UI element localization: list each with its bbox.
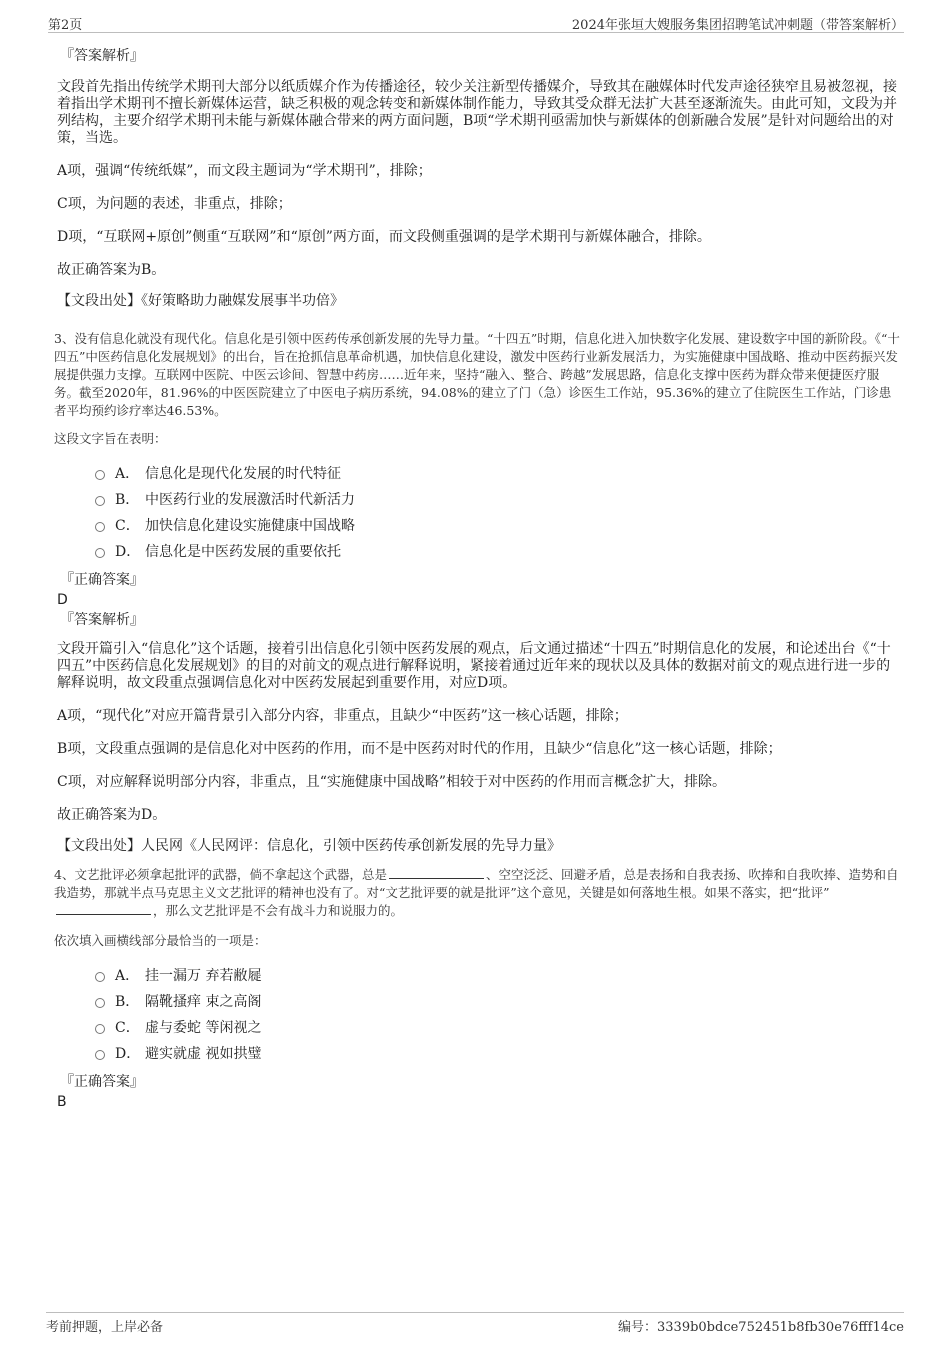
radio-icon[interactable] bbox=[95, 548, 105, 558]
document-title: 2024年张垣大嫂服务集团招聘笔试冲刺题（带答案解析） bbox=[571, 18, 904, 33]
page-content bbox=[54, 46, 900, 1112]
conclusion: 故正确答案为B。 bbox=[57, 262, 166, 278]
option-a-note: A项，“现代化”对应开篇背景引入部分内容，非重点，且缺少“中医药”这一核心话题，排除； bbox=[57, 708, 628, 724]
page-header bbox=[48, 12, 904, 33]
answer-analysis-heading: 『答案解析』 bbox=[60, 612, 144, 628]
conclusion: 故正确答案为D。 bbox=[57, 807, 167, 823]
option-d[interactable]: D． 信息化是中医药发展的重要依托 bbox=[95, 538, 900, 564]
page-number: 第2页 bbox=[48, 18, 83, 33]
option-b[interactable]: B． 隔靴搔痒 束之高阁 bbox=[95, 988, 900, 1014]
option-c-note: C项，为问题的表述，非重点，排除； bbox=[57, 196, 292, 212]
radio-icon[interactable] bbox=[95, 470, 105, 480]
radio-icon[interactable] bbox=[95, 998, 105, 1008]
option-a[interactable]: A． 挂一漏万 弃若敝屣 bbox=[95, 962, 900, 988]
document-id: 编号：3339b0bdce752451b8fb30e76fff14ce bbox=[618, 1320, 904, 1335]
option-a[interactable]: A． 信息化是现代化发展的时代特征 bbox=[95, 460, 900, 486]
question-3-options bbox=[95, 460, 900, 564]
source-citation: 【文段出处】人民网《人民网评：信息化，引领中医药传承创新发展的先导力量》 bbox=[57, 838, 561, 854]
option-b-note: B项，文段重点强调的是信息化对中医药的作用，而不是中医药对时代的作用，且缺少“信息化”这一核心话题，排除； bbox=[57, 741, 782, 757]
option-c[interactable]: C． 加快信息化建设实施健康中国战略 bbox=[95, 512, 900, 538]
correct-answer: D bbox=[57, 592, 68, 608]
radio-icon[interactable] bbox=[95, 496, 105, 506]
radio-icon[interactable] bbox=[95, 522, 105, 532]
option-c[interactable]: C． 虚与委蛇 等闲视之 bbox=[95, 1014, 900, 1040]
radio-icon[interactable] bbox=[95, 1024, 105, 1034]
question-4-stem: 4、文艺批评必须拿起批评的武器，倘不拿起这个武器，总是 、空空泛泛、回避矛盾，总是表扬和自我表扬、吹捧和自我吹捧、造势和自我造势，那就半点马克思主义文艺批评的精神也没有了。对“文艺批评要的就是批评”这个意见，关键是如何落地生根。如果不落实，把“批评”，那么文艺批评是不会有战斗力和说服力的。 bbox=[54, 867, 899, 918]
fill-blank-2 bbox=[56, 903, 151, 915]
option-c-note: C项，对应解释说明部分内容，非重点，且“实施健康中国战略”相较于对中医药的作用而言概念扩大，排除。 bbox=[57, 774, 727, 790]
option-d-note: D项，“互联网+原创”侧重“互联网”和“原创”两方面，而文段侧重强调的是学术期刊与新媒体融合，排除。 bbox=[57, 229, 711, 245]
question-3-prompt: 这段文字旨在表明： bbox=[54, 431, 167, 446]
question-4-options bbox=[95, 962, 900, 1066]
source-citation: 【文段出处】《好策略助力融媒发展事半功倍》 bbox=[57, 293, 344, 309]
fill-blank-1 bbox=[389, 867, 484, 879]
correct-answer: B bbox=[57, 1094, 67, 1110]
question-4-prompt: 依次填入画横线部分最恰当的一项是： bbox=[54, 933, 267, 948]
page-footer bbox=[46, 1312, 904, 1335]
radio-icon[interactable] bbox=[95, 1050, 105, 1060]
answer-analysis-text: 文段开篇引入“信息化”这个话题，接着引出信息化引领中医药发展的观点，后文通过描述“十四五”时期信息化的发展，和论述出台《“十四五”中医药信息化发展规划》的目的对前文的观点进行解释说明，紧接着通过近年来的现状以及具体的数据对前文的观点进行进一步的解释说明，故文段重点强调信息化对中医药发展起到重要作用，对应D项。 bbox=[57, 641, 891, 691]
radio-icon[interactable] bbox=[95, 972, 105, 982]
option-d[interactable]: D． 避实就虚 视如拱璧 bbox=[95, 1040, 900, 1066]
correct-answer-heading: 『正确答案』 bbox=[60, 572, 144, 588]
option-b[interactable]: B． 中医药行业的发展激活时代新活力 bbox=[95, 486, 900, 512]
answer-analysis-heading: 『答案解析』 bbox=[60, 48, 144, 64]
footer-slogan: 考前押题，上岸必备 bbox=[46, 1320, 164, 1335]
option-a-note: A项，强调“传统纸媒”，而文段主题词为“学术期刊”，排除； bbox=[57, 163, 432, 179]
correct-answer-heading: 『正确答案』 bbox=[60, 1074, 144, 1090]
question-3-stem: 3、没有信息化就没有现代化。信息化是引领中医药传承创新发展的先导力量。“十四五”时期，信息化进入加快数字化发展、建设数字中国的新阶段。《“十四五”中医药信息化发展规划》的出台，旨在抢抓信息革命机遇，加快信息化建设，激发中医药行业新发展活力，为实施健康中国战略、推动中医药振兴发展提供强力支撑。互联网中医院、中医云诊间、智慧中药房……近年来，坚持“融入、整合、跨越”发展思路，信息化支撑中医药为群众带来便捷医疗服务。截至2020年，81.96%的中医医院建立了中医电子病历系统，94.08%的建立了门（急）诊医生工作站，95.36%的建立了住院医生工作站，门诊患者平均预约诊疗率达46.53%。 bbox=[54, 331, 900, 418]
answer-analysis-text: 文段首先指出传统学术期刊大部分以纸质媒介作为传播途径，较少关注新型传播媒介，导致其在融媒体时代发声途径狭窄且易被忽视，接着指出学术期刊不擅长新媒体运营，缺乏积极的观念转变和新媒体制作能力，导致其受众群无法扩大甚至逐渐流失。由此可知，文段为并列结构，主要介绍学术期刊未能与新媒体融合带来的两方面问题，B项“学术期刊亟需加快与新媒体的创新融合发展”是针对问题给出的对策，当选。 bbox=[57, 79, 897, 146]
